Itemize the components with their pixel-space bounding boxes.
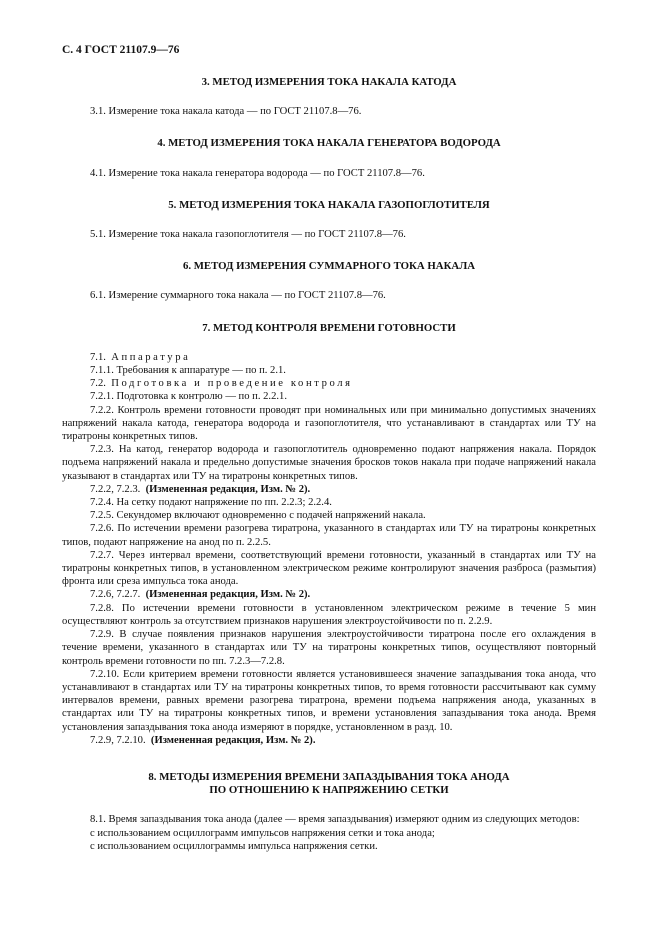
method-item-2: с использованием осциллограммы импульса напряжения сетки. (90, 840, 378, 852)
section-7 (62, 322, 596, 747)
section-6 (62, 260, 596, 302)
paragraph-7-2-6: 7.2.6. По истечении времени разогрева тиратрона, указанного в стандартах или ТУ на тиратроны конкретных типов, подают напряжение на анод по п. 2.2.5. (62, 523, 596, 548)
document-body (62, 76, 596, 853)
section-4 (62, 137, 596, 179)
amendment-ref: 7.2.2, 7.2.3. (90, 483, 141, 495)
paragraph-number: 7.2. (90, 378, 106, 390)
section-8-title-line-1: 8. МЕТОДЫ ИЗМЕРЕНИЯ ВРЕМЕНИ ЗАПАЗДЫВАНИЯ ТОКА АНОДА (148, 770, 510, 783)
paragraph-7-2-3: 7.2.3. На катод, генератор водорода и газопоглотитель одновременно подают напряжения накала. Порядок подъема напряжений накала и предельно допустимые значения бросков токов накала при подаче напряжений накала указывают в стандартах или ТУ на тиратроны конкретных типов. (62, 444, 596, 482)
section-6-title: 6. МЕТОД ИЗМЕРЕНИЯ СУММАРНОГО ТОКА НАКАЛА (182, 260, 476, 273)
section-4-title: 4. МЕТОД ИЗМЕРЕНИЯ ТОКА НАКАЛА ГЕНЕРАТОРА ВОДОРОДА (157, 137, 501, 150)
subsection-heading: Подготовка и проведение контроля (111, 378, 353, 390)
paragraph-7-2-1: 7.2.1. Подготовка к контролю — по п. 2.2.1. (90, 391, 287, 403)
section-5 (62, 199, 596, 241)
paragraph-5-1: 5.1. Измерение тока накала газопоглотителя — по ГОСТ 21107.8—76. (90, 229, 406, 241)
paragraph-4-1: 4.1. Измерение тока накала генератора водорода — по ГОСТ 21107.8—76. (90, 167, 425, 179)
amendment-note-3 (62, 734, 596, 747)
paragraph-7-2-10: 7.2.10. Если критерием времени готовности является установившееся значение запаздывания тока анода, что устанавливают в стандартах или ТУ на тиратроны конкретных типов, то время готовности рассчитывают как сумму интервалов времени, равных времени разогрева тиратрона, времени подъема напряжения анода, указанных в стандартах или ТУ на тиратроны конкретных типов, и времени установления запаздывания тока анода. Время установления запаздывания тока анода измеряют в порядке, установленном в разд. 10. (62, 668, 596, 733)
paragraph-7-1-1: 7.1.1. Требования к аппаратуре — по п. 2.1. (90, 365, 286, 377)
page-header: С. 4 ГОСТ 21107.9—76 (62, 44, 180, 56)
amendment-text: (Измененная редакция, Изм. № 2). (150, 734, 316, 746)
subsection-heading: Аппаратура (111, 351, 191, 363)
paragraph-6-1: 6.1. Измерение суммарного тока накала — по ГОСТ 21107.8—76. (90, 290, 386, 302)
amendment-text: (Измененная редакция, Изм. № 2). (145, 589, 311, 601)
method-item-1: с использованием осциллограмм импульсов напряжения сетки и тока анода; (90, 827, 435, 839)
amendment-text: (Измененная редакция, Изм. № 2). (145, 483, 311, 495)
amendment-note-2 (62, 588, 596, 601)
section-7-title: 7. МЕТОД КОНТРОЛЯ ВРЕМЕНИ ГОТОВНОСТИ (202, 321, 456, 334)
paragraph-7-2-7: 7.2.7. Через интервал времени, соответствующий времени готовности, указанный в стандартах или ТУ на тиратроны конкретных типов, в установленном электрическом режиме контролируют значения разброса (размытия) фронта или среза импульса тока анода. (62, 549, 596, 588)
paragraph-7-2-4: 7.2.4. На сетку подают напряжение по пп. 2.2.3; 2.2.4. (90, 497, 332, 509)
paragraph-3-1: 3.1. Измерение тока накала катода — по ГОСТ 21107.8—76. (90, 106, 362, 118)
section-8 (62, 771, 596, 853)
paragraph-number: 7.1. (90, 351, 106, 363)
section-5-title: 5. МЕТОД ИЗМЕРЕНИЯ ТОКА НАКАЛА ГАЗОПОГЛОТИТЕЛЯ (168, 198, 490, 211)
paragraph-8-1: 8.1. Время запаздывания тока анода (далее — время запаздывания) измеряют одним из следующих методов: (90, 814, 580, 826)
section-8-title-line-2: ПО ОТНОШЕНИЮ К НАПРЯЖЕНИЮ СЕТКИ (209, 784, 449, 797)
amendment-ref: 7.2.6, 7.2.7. (90, 589, 141, 601)
paragraph-7-2-5: 7.2.5. Секундомер включают одновременно с подачей напряжений накала. (90, 510, 426, 522)
section-3-title: 3. МЕТОД ИЗМЕРЕНИЯ ТОКА НАКАЛА КАТОДА (201, 76, 457, 88)
amendment-ref: 7.2.9, 7.2.10. (90, 734, 146, 746)
section-3 (62, 76, 596, 118)
amendment-note-1 (62, 483, 596, 496)
paragraph-7-2-8: 7.2.8. По истечении времени готовности в установленном электрическом режиме в течение 5 мин осуществляют контроль за отсутствием признаков нарушения электроустойчивости по п. 2.2.9. (62, 602, 596, 627)
paragraph-7-1 (62, 351, 596, 364)
paragraph-7-2 (62, 377, 596, 390)
paragraph-7-2-9: 7.2.9. В случае появления признаков нарушения электроустойчивости тиратрона после его охлаждения в течение времени, указанного в стандартах или ТУ на тиратроны конкретных типов, осуществляют повторный контроль времени готовности по пп. 7.2.3—7.2.8. (62, 629, 596, 667)
paragraph-7-2-2: 7.2.2. Контроль времени готовности проводят при номинальных или при минимально допустимых значениях напряжений накала катода, генератора водорода и газопоглотителя, что устанавливают в стандартах или ТУ на тиратроны конкретных типов. (62, 404, 596, 443)
